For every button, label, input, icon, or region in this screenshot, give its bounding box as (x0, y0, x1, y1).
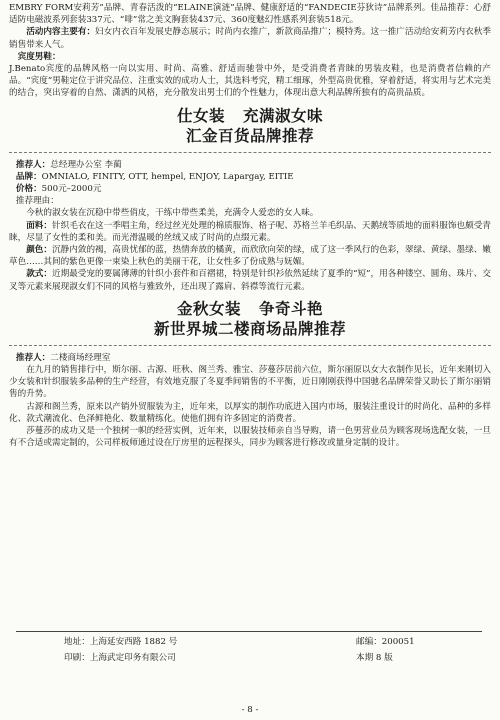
style-text: 近期最受宠的要属薄薄的针织小套件和百褶裙，特别是针织衫依然延续了夏季的“短”，用各种镂空、圆角、珠片、交叉等元素来展现淑女们不同的风格与雅致外，还出现了露肩、斜襟等流行元素。 (9, 269, 491, 292)
color-label: 颜色： (26, 245, 53, 256)
brand-heading: 宾度男鞋： (17, 51, 61, 62)
section1-divider (9, 152, 491, 153)
price-value: 500元–2000元 (41, 184, 102, 195)
footer-edition: 本期 8 版 (356, 653, 393, 663)
section1-title-block (9, 106, 491, 146)
article-page (9, 2, 491, 449)
color-text: 沉静内敛的褐，高贵忧郁的蓝，热情奔放的橘黄，而欣欣向荣的绿，成了这一季风行的色彩，翠绿、黄绿、墨绿、嫩草色……其间的紫色更像一束染上秋色的美丽干花，让女性多了份成熟与妩媚。 (9, 245, 491, 268)
section1-reason-label: 推荐理由： (15, 196, 59, 207)
page-footer (16, 631, 482, 668)
section2-paragraph-3: 莎蔓莎的成功又是一个独树一帜的经营实例，近年来，以服装技师亲自当导购，请一色男营业员为顾客现场选配女装，一旦有不合适或需定制的，公司样板师通过设在厅房里的远程探头，同步为顾客进行修改或量身定制的设计。 (9, 426, 491, 449)
section1-subtitle: 汇金百货品牌推荐 (185, 126, 314, 145)
section2-title-block (9, 299, 491, 339)
activity-label: 活动内容主要有： (26, 27, 96, 38)
section1-title-part-b: 充满淑女味 (243, 106, 324, 125)
section1-reason: 今秋的淑女装在沉稳中带些俏皮，干练中带些柔美，充满令人爱恋的女人味。 (26, 208, 319, 219)
section1-price (9, 183, 491, 195)
fabric-label: 面料： (26, 220, 53, 231)
section2-title-part-b: 争奇斗艳 (259, 299, 324, 318)
intro-paragraph: EMBRY FORM安莉芳”品牌、青春活泼的“ELAINE演涟”品牌、健康舒适的“FANDECIE芬狄诗”品牌系列。佳品推荐：心舒适防电磁波系列套装337元、“啡”常之美文胸套装437元、360度魅幻性感系列套装518元。 (9, 3, 491, 26)
section1-fabric (9, 220, 491, 244)
section1-title (9, 106, 491, 126)
section2-divider (9, 345, 491, 346)
page-number: - 8 - (241, 705, 259, 715)
recommender-value: 二楼商场经理室 (50, 352, 111, 363)
recommender-label: 推荐人： (15, 352, 51, 363)
section1-recommender (9, 159, 491, 171)
section2-recommender (9, 352, 491, 364)
section2-paragraph-2: 古源和阁兰秀，原来以产销外贸服装为主，近年来，以厚实的制作功底进入国内市场，服装注重设计的时尚化、品种的多样化、款式潮流化、色泽鲜艳化、数量精练化。使他们拥有许多固定的消费者。 (9, 401, 491, 424)
footer-postcode: 邮编：200051 (356, 637, 415, 647)
section1-color (9, 244, 491, 268)
brand-paragraph: J.Benato宾度的品牌风格一向以实用、时尚、高雅、舒适而驰誉中外，是受消费者青睐的男装皮鞋，也是消费者信赖的产品。“宾度”男鞋定位于讲究品位、注重实效的成功人士，其选料考究，精工细琢，外型高贵优雅，穿着舒适，将实用与艺术完美的结合，突出穿着的自然、潇洒的风格，充分散发出男士们的个性魅力，体现出意大利品牌所独有的高贵品质。 (9, 64, 491, 99)
section2-title (9, 299, 491, 319)
fabric-text: 针织毛衣在这一季唱主角，经过丝光处理的棉质服饰、格子呢、苏格兰羊毛织品、天鹅绒等质地的面料服饰也颇受青睐，尽显了女性的柔和美。而光滑温暖的丝绒又成了时尚的点缀元素。 (9, 220, 491, 243)
recommender-value: 总经理办公室 李蔺 (50, 159, 122, 170)
style-label: 款式： (26, 269, 52, 280)
brands-value: OMNIALO, FINITY, OTT, hempel, ENJOY, Lapargay, EITIE (41, 171, 294, 182)
activity-text: 妇女内衣百年发展史静态展示；时尚内衣推广，新款商品推广；模特秀。这一推广活动给安莉芳内衣秋季销售带来人气。 (9, 27, 491, 50)
section1-style (9, 268, 491, 292)
brands-label: 品牌： (15, 171, 42, 182)
activity-paragraph (9, 26, 491, 50)
footer-printer: 印刷：上海武定印务有限公司 (64, 653, 176, 663)
section2-paragraph-1: 在九月的销售排行中，斯尔丽、古源、旺秋、阁兰秀、雅宝、莎蔓莎居前六位，斯尔丽原以女大衣制作见长，近年来刚切入少女装和针织服装多品种的生产经营，有效地克服了冬夏季间销售的不平衡，近日刚刚获得中国驰名品牌荣誉又助长了斯尔丽销售的升势。 (9, 365, 491, 400)
price-label: 价格： (15, 184, 42, 195)
footer-address: 地址：上海延安西路 1882 号 (64, 637, 178, 647)
section1-title-part-a: 仕女装 (176, 106, 225, 125)
section1-brands (9, 171, 491, 183)
section2-title-part-a: 金秋女装 (176, 299, 241, 318)
recommender-label: 推荐人： (15, 159, 51, 170)
section2-subtitle: 新世界城二楼商场品牌推荐 (153, 319, 346, 338)
